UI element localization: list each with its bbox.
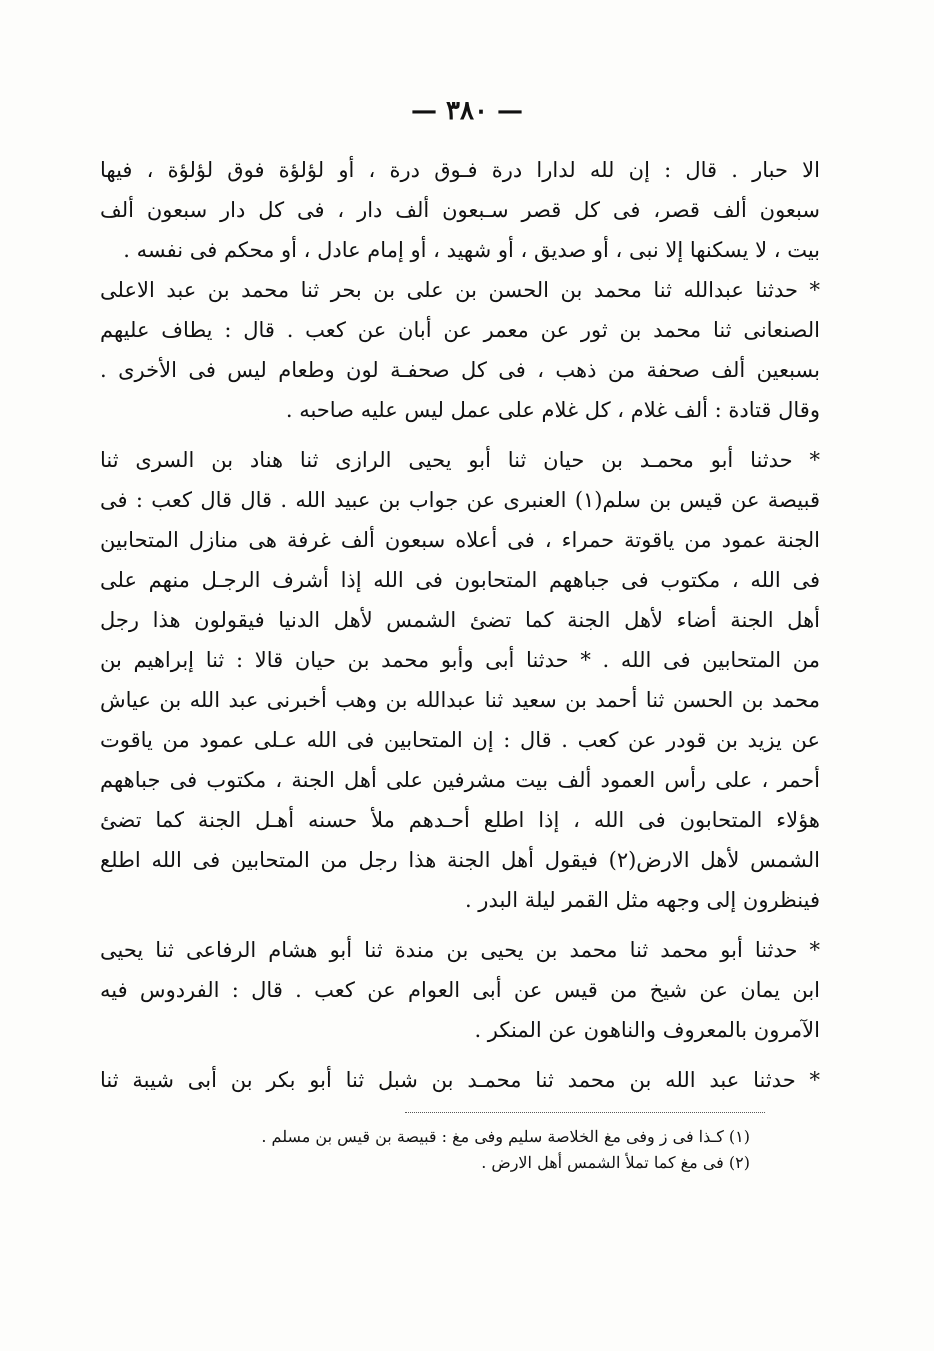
- text-line: أهل الجنة أضاء لأهل الجنة كما تضئ الشمس لأهل الدنيا فيقولون هذا رجل: [100, 608, 820, 632]
- text-line: قبيصة عن قيس بن سلم(١) العنبرى عن جواب بن عبيد الله . قال قال كعب : فى: [100, 488, 820, 512]
- text-line: الجنة عمود من ياقوتة حمراء ، فى أعلاه سبعون ألف غرفة هى منازل المتحابين: [100, 528, 820, 552]
- text-line: * حدثنا عبد الله بن محمد ثنا محمـد بن شبل ثنا أبو بكر بن أبى شيبة ثنا: [100, 1068, 820, 1092]
- footnote-divider: [405, 1112, 765, 1113]
- text-line: وقال قتادة : ألف غلام ، كل غلام على عمل ليس عليه صاحبه .: [285, 398, 820, 422]
- text-line: فى الله ، مكتوب فى جباههم المتحابون فى الله إذا أشرف الرجـل منهم على: [100, 568, 820, 592]
- text-line: الا حبار . قال : إن لله لدارا درة فـوق درة ، أو لؤلؤة فوق لؤلؤة ، فيها: [100, 158, 820, 182]
- text-line: من المتحابين فى الله . * حدثنا أبى وأبو محمد بن حيان قالا : ثنا إبراهيم بن: [100, 648, 820, 672]
- paragraph: [100, 1060, 820, 1100]
- paragraph: [100, 150, 820, 270]
- text-line: * حدثنا أبو محمد ثنا محمد بن يحيى بن مندة ثنا أبو هشام الرفاعى ثنا يحيى: [100, 938, 820, 962]
- text-line: عن يزيد بن قودر عن كعب . قال : إن المتحابين فى الله عـلى عمود من ياقوت: [100, 728, 820, 752]
- paragraph: [100, 270, 820, 430]
- paragraph: [100, 440, 820, 920]
- text-line: أحمر ، على رأس العمود ألف بيت مشرفين على أهل الجنة ، مكتوب فى جباههم: [100, 768, 820, 792]
- text-line: الصنعانى ثنا محمد بن ثور عن معمر عن أبان عن كعب . قال : يطاف عليهم: [100, 318, 820, 342]
- text-line: بسبعين ألف صحفة من ذهب ، فى كل صحفـة لون وطعام ليس فى الأخرى .: [100, 358, 820, 382]
- text-line: الآمرون بالمعروف والناهون عن المنكر .: [474, 1018, 820, 1042]
- text-line: * حدثنا أبو محمـد بن حيان ثنا أبو يحيى الرازى ثنا هناد بن السرى ثنا: [100, 448, 820, 472]
- text-line: * حدثنا عبدالله ثنا محمد بن الحسن بن على بن بحر ثنا محمد بن عبد الاعلى: [100, 278, 820, 302]
- paragraph: [100, 930, 820, 1050]
- footnotes: [150, 1124, 750, 1176]
- text-line: هؤلاء المتحابون فى الله ، إذا اطلع أحـدهم ملأ حسنه أهـل الجنة كما تضئ: [100, 808, 820, 832]
- text-line: ابن يمان عن شيخ من قيس عن أبى العوام عن كعب . قال : الفردوس فيه: [100, 978, 820, 1002]
- text-line: محمد بن الحسن ثنا أحمد بن سعيد ثنا عبدالله بن وهب أخبرنى عبد الله بن عياش: [100, 688, 820, 712]
- text-line: الشمس لأهل الارض(٢) فيقول أهل الجنة هذا رجل من المتحابين فى الله اطلع: [100, 848, 820, 872]
- footnote: (١) كـذا فى ز وفى مغ الخلاصة سليم وفى مغ : قبيصة بن قيس بن مسلم .: [261, 1127, 750, 1146]
- footnote: (٢) فى مغ كما تملأ الشمس أهل الارض .: [481, 1153, 750, 1172]
- text-line: بيت ، لا يسكنها إلا نبى ، أو صديق ، أو شهيد ، أو إمام عادل ، أو محكم فى نفسه .: [123, 238, 820, 262]
- page-number: — ٣٨٠ —: [410, 96, 524, 126]
- text-line: فينظرون إلى وجهه مثل القمر ليلة البدر .: [464, 888, 820, 912]
- body-text: [100, 150, 820, 1100]
- text-line: سبعون ألف قصر، فى كل قصر سـبعون ألف دار ، فى كل دار سبعون ألف: [100, 198, 820, 222]
